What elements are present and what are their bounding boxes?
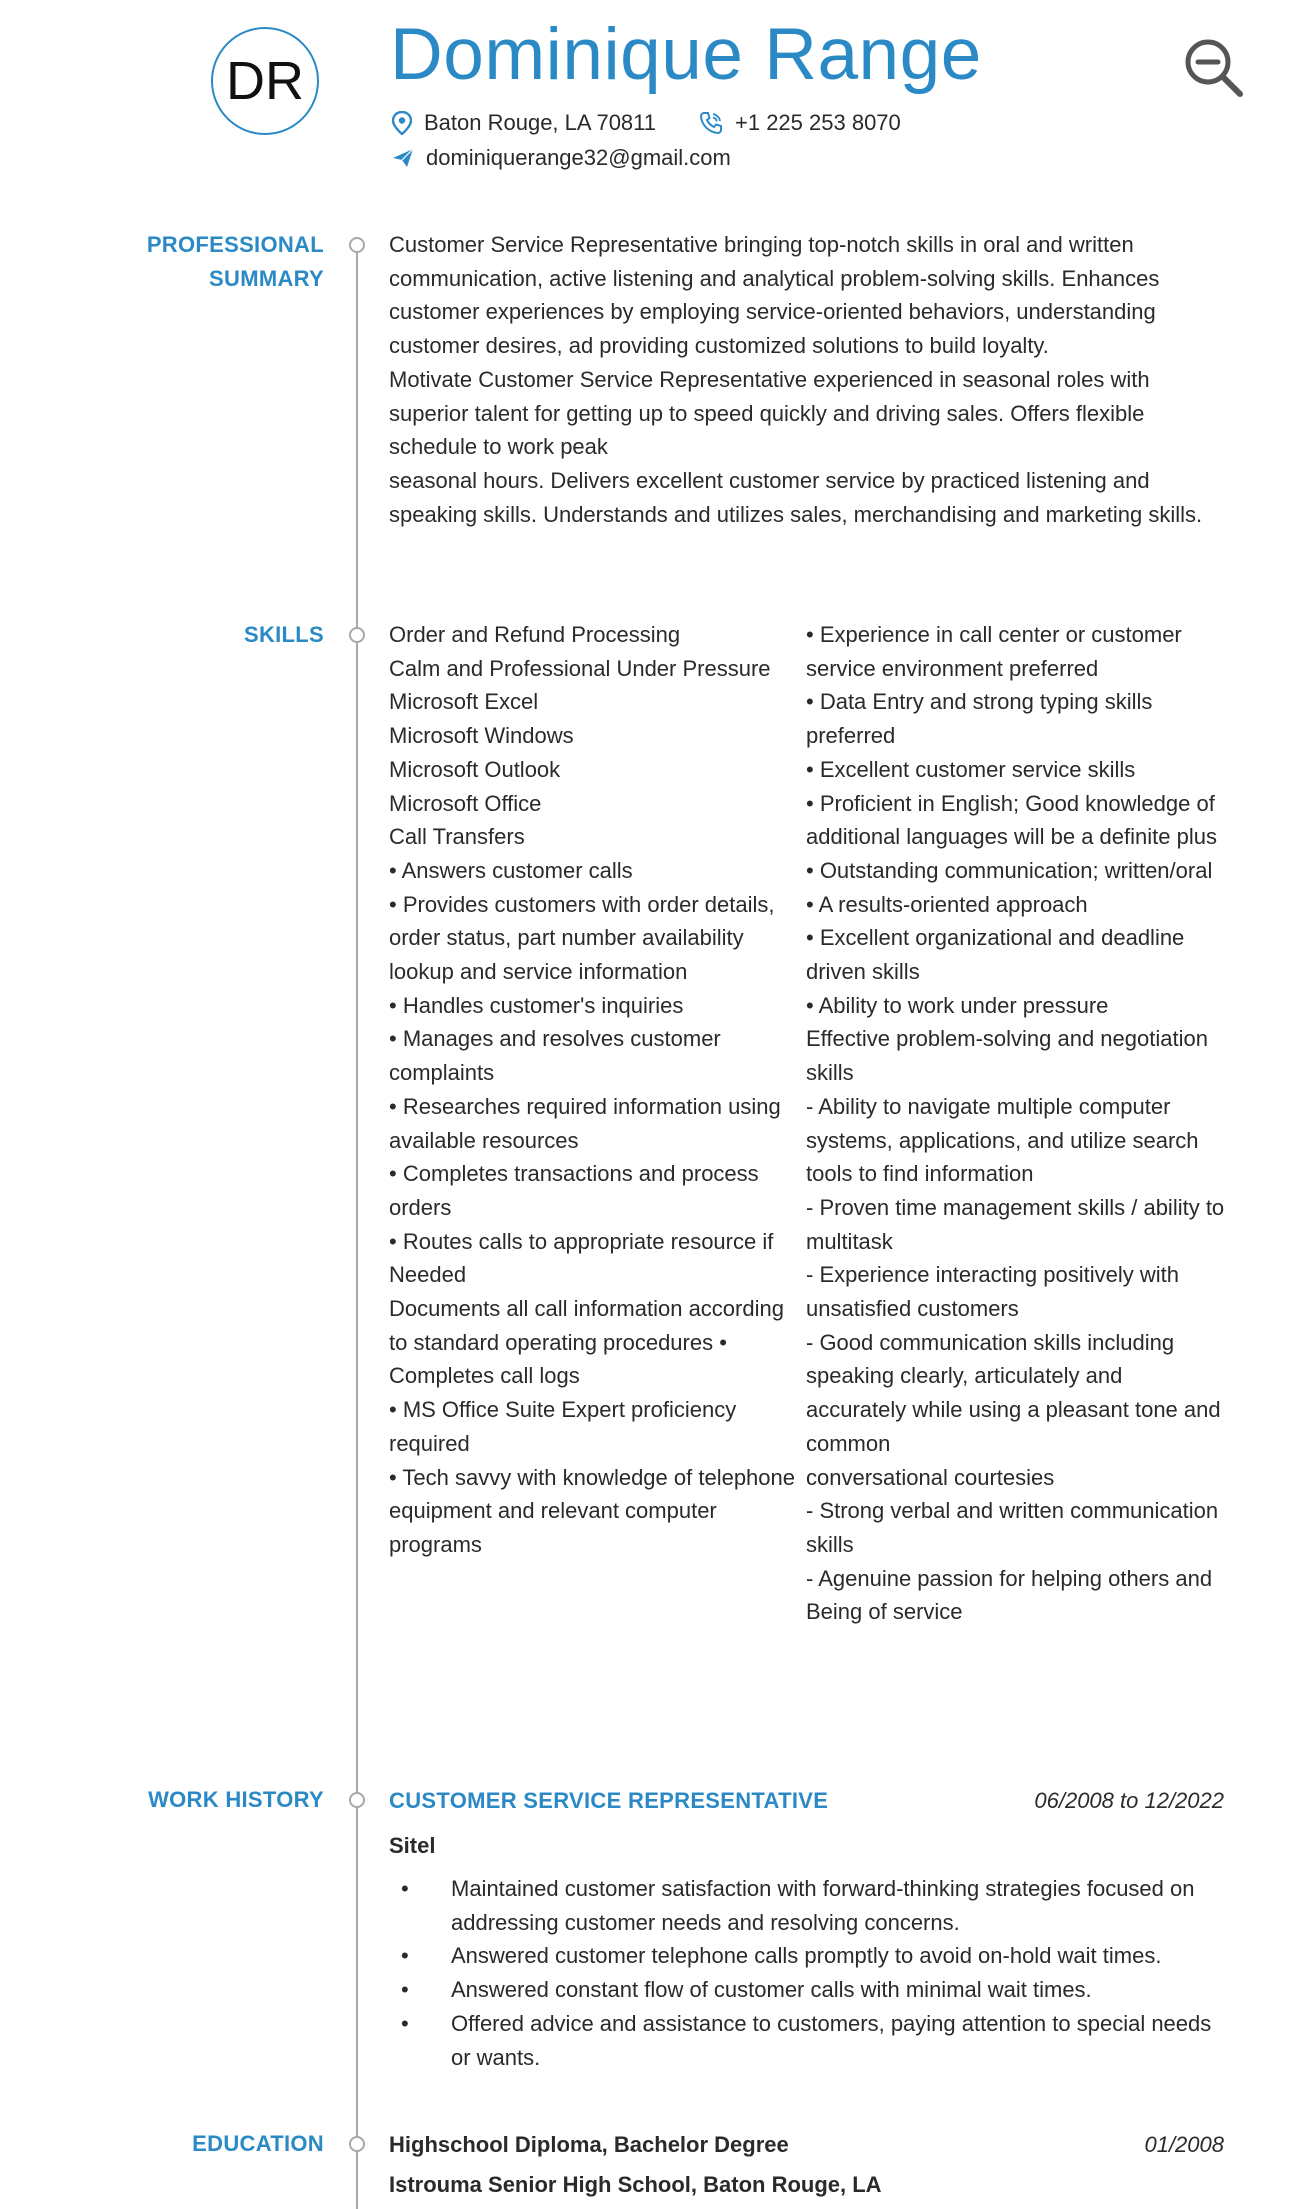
company-name: Sitel — [389, 1833, 436, 1858]
skill-item: Microsoft Office — [389, 790, 542, 816]
section-label-summary — [4, 228, 324, 295]
summary-label-line2: SUMMARY — [209, 265, 324, 291]
skill-item: • Experience in call center or customer service environment preferred — [806, 622, 1182, 681]
skill-item: • Handles customer's inquiries — [389, 992, 684, 1018]
summary-label-line1: PROFESSIONAL — [146, 232, 324, 257]
job-dates: 06/2008 to 12/2022 — [1034, 1788, 1224, 1813]
skill-item: • Proficient in English; Good knowledge of additional languages will be a definite plus — [806, 790, 1217, 850]
duty-item: • Answered customer telephone calls promptly to avoid on-hold wait times. — [389, 1939, 1219, 1973]
timeline-line — [356, 240, 358, 2209]
school-name: Istrouma Senior High School, Baton Rouge, LA — [389, 2172, 882, 2197]
skill-item: • Outstanding communication; written/oral • A results-oriented approach — [806, 857, 1213, 917]
skill-item: - Experience interacting positively with unsatisfied customers — [806, 1262, 1179, 1322]
summary-text — [389, 228, 1214, 531]
summary-paragraph: Customer Service Representative bringing top-notch skills in oral and written communication, active listening and analytical problem-solving skills. Enhances customer experiences by employing service-oriented behaviors, understanding customer desires, ad providing customized solutions to build loyalty. — [389, 232, 1160, 359]
duty-item: • Maintained customer satisfaction with forward-thinking strategies focused on addressing customer needs and resolving concerns. — [389, 1872, 1219, 1939]
summary-paragraph: Motivate Customer Service Representative experienced in seasonal roles with superior talent for getting up to speed quickly and driving sales. Offers flexible schedule to work peak — [389, 366, 1150, 460]
degree: Highschool Diploma, Bachelor Degree — [389, 2132, 789, 2157]
skill-item: • Manages and resolves customer complaints — [389, 1026, 721, 1086]
education-date: 01/2008 — [1144, 2132, 1224, 2157]
skill-item: - Good communication skills including speaking clearly, articulately and accurately while using a pleasant tone and common — [806, 1329, 1221, 1456]
skill-item: Calm and Professional Under Pressure — [389, 655, 771, 681]
duty-item: • Answered constant flow of customer calls with minimal wait times. — [389, 1973, 1219, 2007]
skill-item: Call Transfers — [389, 824, 525, 850]
timeline-dot-work — [349, 1792, 365, 1808]
skill-item: • Excellent customer service skills — [806, 756, 1136, 782]
summary-paragraph: seasonal hours. Delivers excellent customer service by practiced listening and speaking skills. Understands and utilizes sales, merchandising and marketing skills. — [389, 467, 1203, 527]
skill-item: - Ability to navigate multiple computer systems, applications, and utilize search tools to find information — [806, 1093, 1199, 1187]
skill-item: Effective problem-solving and negotiation skills — [806, 1026, 1208, 1086]
skill-item: • Provides customers with order details, order status, part number availability lookup and service information — [389, 891, 775, 985]
skill-item: - Strong verbal and written communication — [806, 1498, 1219, 1524]
skill-item: • Researches required information using available resources — [389, 1093, 781, 1153]
address-text: Baton Rouge, LA 70811 — [424, 110, 657, 135]
timeline-dot-summary — [349, 237, 365, 253]
skill-item: • Ability to work under pressure — [806, 992, 1109, 1018]
email-line — [392, 147, 731, 169]
paper-plane-icon — [392, 148, 414, 168]
section-label-work-history: WORK HISTORY — [148, 1787, 324, 1812]
job-duties-list — [389, 1872, 1219, 2074]
skill-item: • Excellent organizational and deadline driven skills — [806, 925, 1185, 985]
skill-item: • Answers customer calls — [389, 857, 633, 883]
duty-item: • Offered advice and assistance to customers, paying attention to special needs or wants. — [389, 2007, 1219, 2074]
skill-item: Documents all call information according to standard operating procedures • Completes call logs — [389, 1296, 784, 1389]
skills-right-column — [806, 618, 1226, 1629]
skill-item: Microsoft Windows — [389, 723, 574, 749]
timeline-dot-skills — [349, 627, 365, 643]
skill-item: Microsoft Excel — [389, 689, 539, 715]
skill-item: • Data Entry and strong typing skills preferred — [806, 689, 1153, 749]
phone-line — [699, 111, 901, 135]
skill-item: Order and Refund Processing — [389, 622, 681, 647]
initials-monogram: DR — [211, 27, 319, 135]
skill-item: • Completes transactions and process orders — [389, 1161, 759, 1220]
skill-item: Microsoft Outlook — [389, 756, 561, 782]
section-label-skills: SKILLS — [243, 622, 324, 647]
zoom-out-icon[interactable] — [1182, 36, 1246, 100]
skill-item: • MS Office Suite Expert proficiency required — [389, 1397, 737, 1456]
section-label-education: EDUCATION — [192, 2131, 324, 2156]
skill-item: conversational courtesies — [806, 1464, 1055, 1490]
email-text: dominiquerange32@gmail.com — [426, 145, 731, 170]
phone-text: +1 225 253 8070 — [735, 110, 901, 135]
skills-left-column — [389, 618, 807, 1562]
skill-item: • Routes calls to appropriate resource if Needed — [389, 1228, 774, 1288]
address-line — [392, 111, 656, 135]
skill-item: - Proven time management skills / ability to multitask — [806, 1194, 1225, 1254]
location-pin-icon — [392, 111, 412, 135]
phone-icon — [699, 111, 723, 135]
job-title: CUSTOMER SERVICE REPRESENTATIVE — [389, 1788, 829, 1813]
skill-item: skills — [806, 1531, 854, 1557]
skill-item: • Tech savvy with knowledge of telephone equipment and relevant computer programs — [389, 1464, 795, 1557]
timeline-dot-education — [349, 2136, 365, 2152]
candidate-name: Dominique Range — [390, 14, 982, 95]
skill-item: - Agenuine passion for helping others and Being of service — [806, 1565, 1213, 1625]
